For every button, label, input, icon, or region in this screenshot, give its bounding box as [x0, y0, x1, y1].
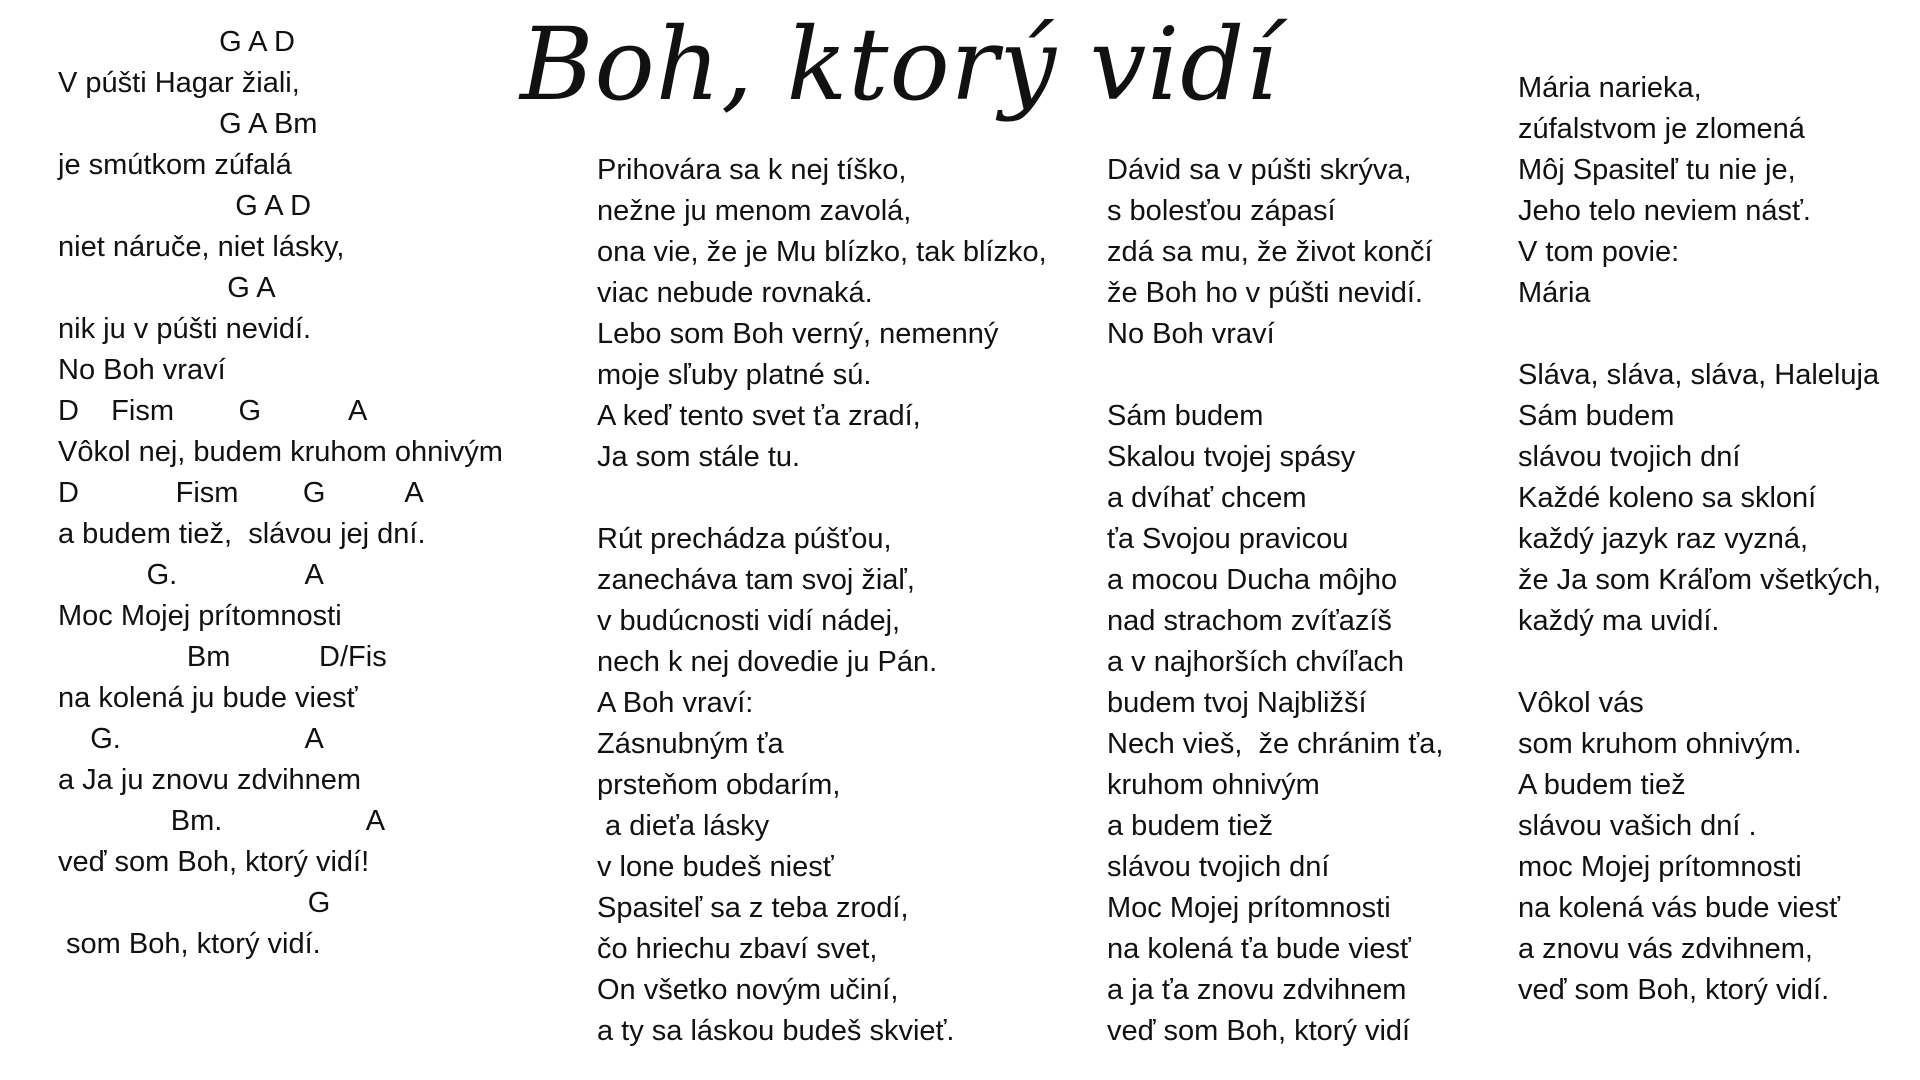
lyric-line: ona vie, že je Mu blízko, tak blízko,	[597, 236, 1047, 268]
lyric-line: Skalou tvojej spásy	[1107, 441, 1356, 473]
lyric-line: a budem tiež	[1107, 810, 1274, 842]
lyric-line: V púšti Hagar žiali,	[58, 67, 300, 99]
lyric-line: G A	[58, 272, 276, 304]
lyric-line: a ja ťa znovu zdvihnem	[1107, 974, 1407, 1006]
lyric-line: Vôkol vás	[1518, 687, 1644, 719]
lyric-line: a dvíhať chcem	[1107, 482, 1307, 514]
lyric-line: zanecháva tam svoj žiaľ,	[597, 564, 915, 596]
lyric-line: Mária narieka,	[1518, 72, 1702, 104]
lyric-line: Moc Mojej prítomnosti	[58, 600, 342, 632]
lyric-line: Zásnubným ťa	[597, 728, 784, 760]
lyric-line: na kolená ju bude viesť	[58, 682, 358, 714]
lyric-line: nik ju v púšti nevidí.	[58, 313, 312, 345]
lyric-line: na kolená ťa bude viesť	[1107, 933, 1411, 965]
lyric-line: čo hriechu zbaví svet,	[597, 933, 878, 965]
lyric-line: som Boh, ktorý vidí.	[58, 928, 321, 960]
lyric-line: Nech vieš, že chránim ťa,	[1107, 728, 1444, 760]
lyric-line: ťa Svojou pravicou	[1107, 523, 1349, 555]
lyric-line: každý jazyk raz vyzná,	[1518, 523, 1809, 555]
lyric-line: Bm D/Fis	[58, 641, 387, 673]
lyric-line: a budem tiež, slávou jej dní.	[58, 518, 426, 550]
lyric-line: A keď tento svet ťa zradí,	[597, 400, 921, 432]
lyric-line: G. A	[58, 723, 324, 755]
lyric-line: s bolesťou zápasí	[1107, 195, 1336, 227]
lyric-line: a Ja ju znovu zdvihnem	[58, 764, 362, 796]
lyric-line: G A D	[58, 26, 295, 58]
lyric-line: V tom povie:	[1518, 236, 1680, 268]
lyric-line: Prihovára sa k nej tíško,	[597, 154, 907, 186]
lyric-line: No Boh vraví	[58, 354, 226, 386]
song-title: Boh, ktorý vidí	[520, 6, 1279, 123]
lyric-line: Mária	[1518, 277, 1591, 309]
lyric-line: v budúcnosti vidí nádej,	[597, 605, 901, 637]
lyric-line: Bm. A	[58, 805, 386, 837]
lyric-line	[597, 478, 1047, 519]
lyric-line: zdá sa mu, že život končí	[1107, 236, 1433, 268]
lyric-line: že Ja som Kráľom všetkých,	[1518, 564, 1882, 596]
lyric-line: zúfalstvom je zlomená	[1518, 113, 1805, 145]
lyric-line: a mocou Ducha môjho	[1107, 564, 1398, 596]
lyric-line: Moc Mojej prítomnosti	[1107, 892, 1391, 924]
lyric-line: G A Bm	[58, 108, 318, 140]
lyric-line: veď som Boh, ktorý vidí.	[1518, 974, 1830, 1006]
lyric-line: budem tvoj Najbližší	[1107, 687, 1367, 719]
lyric-line: Sám budem	[1107, 400, 1264, 432]
lyric-line: prsteňom obdarím,	[597, 769, 841, 801]
lyric-line: moc Mojej prítomnosti	[1518, 851, 1802, 883]
lyric-line: Sám budem	[1518, 400, 1675, 432]
lyric-line: a v najhorších chvíľach	[1107, 646, 1404, 678]
lyric-line: nech k nej dovedie ju Pán.	[597, 646, 938, 678]
lyric-line: slávou vašich dní .	[1518, 810, 1757, 842]
lyric-line: niet náruče, niet lásky,	[58, 231, 345, 263]
lyric-line: A budem tiež	[1518, 769, 1686, 801]
lyric-line	[1518, 642, 1881, 683]
lyric-line: a znovu vás zdvihnem,	[1518, 933, 1813, 965]
lyric-line: nežne ju menom zavolá,	[597, 195, 912, 227]
lyric-line: Lebo som Boh verný, nemenný	[597, 318, 999, 350]
lyric-line: v lone budeš niesť	[597, 851, 834, 883]
lyric-line: On všetko novým učiní,	[597, 974, 899, 1006]
lyric-line: som kruhom ohnivým.	[1518, 728, 1802, 760]
lyric-line: Sláva, sláva, sláva, Haleluja	[1518, 359, 1880, 391]
lyric-line: moje sľuby platné sú.	[597, 359, 872, 391]
lyric-line: na kolená vás bude viesť	[1518, 892, 1841, 924]
lyric-line: slávou tvojich dní	[1518, 441, 1741, 473]
lyric-line: Jeho telo neviem násť.	[1518, 195, 1811, 227]
lyrics-column-2	[597, 150, 1047, 1052]
lyric-line: Ja som stále tu.	[597, 441, 801, 473]
lyric-line: A Boh vraví:	[597, 687, 754, 719]
lyric-line: veď som Boh, ktorý vidí	[1107, 1015, 1411, 1047]
lyric-line: Dávid sa v púšti skrýva,	[1107, 154, 1412, 186]
lyric-line: G	[58, 887, 331, 919]
lyric-line: Vôkol nej, budem kruhom ohnivým	[58, 436, 503, 468]
lyric-line	[1518, 314, 1881, 355]
lyric-line: D Fism G A	[58, 477, 424, 509]
lyric-line: G A D	[58, 190, 312, 222]
lyric-line: je smútkom zúfalá	[58, 149, 292, 181]
lyric-line: slávou tvojich dní	[1107, 851, 1330, 883]
lyric-line: Môj Spasiteľ tu nie je,	[1518, 154, 1796, 186]
lyric-line: Rút prechádza púšťou,	[597, 523, 892, 555]
lyric-line: že Boh ho v púšti nevidí.	[1107, 277, 1423, 309]
lyric-line: veď som Boh, ktorý vidí!	[58, 846, 370, 878]
lyric-line: nad strachom zvíťazíš	[1107, 605, 1392, 637]
lyric-line: kruhom ohnivým	[1107, 769, 1320, 801]
lyric-line	[1107, 355, 1443, 396]
lyrics-column-4	[1518, 68, 1881, 1011]
lyrics-column-3	[1107, 150, 1443, 1052]
lyric-line: a ty sa láskou budeš skvieť.	[597, 1015, 955, 1047]
lyric-line: G. A	[58, 559, 324, 591]
lyric-line: Spasiteľ sa z teba zrodí,	[597, 892, 909, 924]
lyric-line: Každé koleno sa skloní	[1518, 482, 1817, 514]
lyrics-column-1	[58, 22, 503, 965]
lyric-line: No Boh vraví	[1107, 318, 1275, 350]
lyric-line: viac nebude rovnaká.	[597, 277, 873, 309]
lyric-line: D Fism G A	[58, 395, 368, 427]
lyric-line: každý ma uvidí.	[1518, 605, 1720, 637]
lyric-line: a dieťa lásky	[597, 810, 770, 842]
